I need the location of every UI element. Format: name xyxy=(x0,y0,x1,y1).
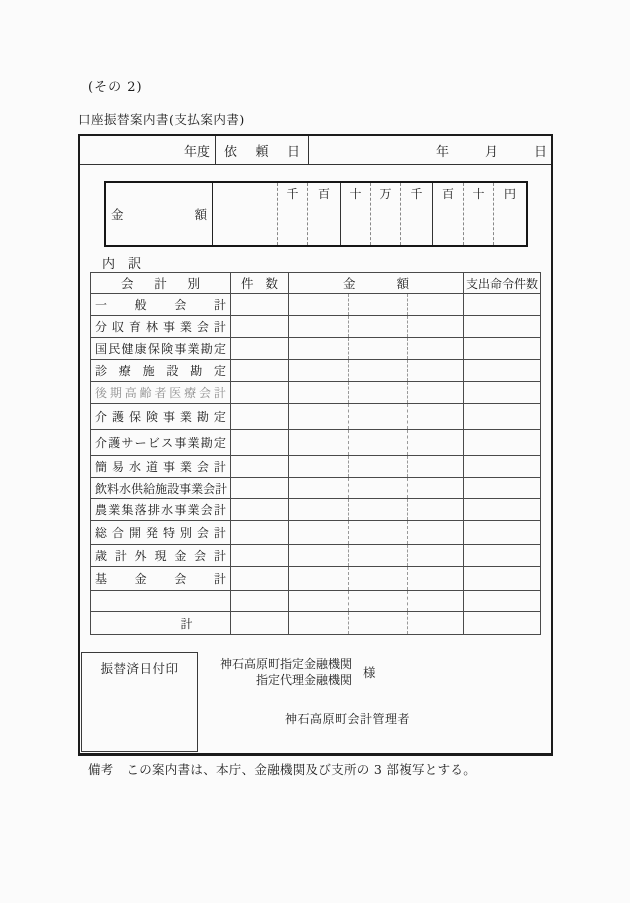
account-label-cell xyxy=(91,591,231,612)
money-b-cell xyxy=(349,478,408,499)
form-box xyxy=(78,134,553,756)
account-label-cell xyxy=(91,545,231,567)
table-row xyxy=(91,567,541,591)
money-a-cell xyxy=(289,382,349,404)
table-row xyxy=(91,612,541,635)
addressee-line-2: 指定代理金融機関 xyxy=(255,673,352,687)
table-row xyxy=(91,430,541,456)
year-label: 年 xyxy=(435,144,449,160)
form-header-row xyxy=(80,136,551,165)
month-label: 月 xyxy=(484,144,498,160)
count-cell xyxy=(231,316,289,338)
orders-cell xyxy=(464,316,541,338)
breakdown-body xyxy=(91,294,541,635)
count-cell xyxy=(231,456,289,478)
table-row xyxy=(91,404,541,430)
doc-title: 口座振替案内書(支払案内書) xyxy=(78,112,245,127)
account-label: 総 合 開 発 特 別 会 計 xyxy=(95,526,226,540)
count-cell xyxy=(231,478,289,499)
fiscal-year-label: 年度 xyxy=(183,144,210,160)
orders-cell xyxy=(464,294,541,316)
addressee-line-1: 神石高原町指定金融機関 xyxy=(220,657,353,671)
money-a-cell xyxy=(289,456,349,478)
money-c-cell xyxy=(408,316,464,338)
orders-cell xyxy=(464,456,541,478)
account-label: 計 xyxy=(180,616,193,631)
money-c-cell xyxy=(408,430,464,456)
orders-cell xyxy=(464,545,541,567)
digit-label: 十 xyxy=(472,187,485,201)
table-row xyxy=(91,316,541,338)
money-b-cell xyxy=(349,430,408,456)
digit-column-blank xyxy=(213,183,277,245)
count-cell xyxy=(231,430,289,456)
account-label-cell xyxy=(91,456,231,478)
money-a-cell xyxy=(289,316,349,338)
money-c-cell xyxy=(408,382,464,404)
money-a-cell xyxy=(289,545,349,567)
money-c-cell xyxy=(408,456,464,478)
account-label-cell xyxy=(91,294,231,316)
note-line: 備考 この案内書は、本庁、金融機関及び支所の 3 部複写とする。 xyxy=(88,762,477,777)
fiscal-year-cell xyxy=(80,136,215,164)
money-a-cell xyxy=(289,612,349,635)
money-c-cell xyxy=(408,545,464,567)
count-cell xyxy=(231,294,289,316)
table-row xyxy=(91,338,541,360)
money-b-cell xyxy=(349,456,408,478)
orders-cell xyxy=(464,521,541,545)
money-a-cell xyxy=(289,567,349,591)
money-c-cell xyxy=(408,499,464,521)
account-label-cell xyxy=(91,499,231,521)
breakdown-section-label: 内 訳 xyxy=(102,257,142,272)
account-label-cell xyxy=(91,316,231,338)
digit-label: 千 xyxy=(410,187,423,201)
money-a-cell xyxy=(289,478,349,499)
amount-label: 金 額 xyxy=(111,207,207,222)
account-label-cell xyxy=(91,567,231,591)
digit-column-hyaku1 xyxy=(307,183,340,245)
digit-column-man xyxy=(370,183,400,245)
account-label: 国 民 健 康 保 険 事 業 勘 定 xyxy=(95,342,226,356)
date-cell xyxy=(308,136,551,164)
account-label-cell xyxy=(91,478,231,499)
honorific-label: 様 xyxy=(363,665,376,680)
table-row xyxy=(91,478,541,499)
table-row xyxy=(91,360,541,382)
page-annotation: (その 2) xyxy=(88,80,143,95)
account-label: 診 療 施 設 勘 定 xyxy=(95,364,226,378)
digit-column-hyaku2 xyxy=(432,183,463,245)
money-a-cell xyxy=(289,294,349,316)
digit-label: 円 xyxy=(503,187,516,201)
orders-cell xyxy=(464,591,541,612)
table-row xyxy=(91,499,541,521)
column-header-account-label: 会 計 別 xyxy=(121,276,200,291)
count-cell xyxy=(231,360,289,382)
money-a-cell xyxy=(289,591,349,612)
digit-label: 十 xyxy=(349,187,362,201)
request-date-label: 依 頼 日 xyxy=(224,144,300,160)
amount-box xyxy=(104,181,528,247)
orders-cell xyxy=(464,404,541,430)
table-row xyxy=(91,521,541,545)
account-label-cell xyxy=(91,612,231,635)
day-label: 日 xyxy=(533,144,547,160)
account-label-cell xyxy=(91,360,231,382)
count-cell xyxy=(231,499,289,521)
column-header-orders-label: 支出命令件数 xyxy=(466,276,539,291)
money-b-cell xyxy=(349,404,408,430)
column-header-orders xyxy=(464,273,541,294)
money-c-cell xyxy=(408,567,464,591)
table-row xyxy=(91,294,541,316)
table-row xyxy=(91,456,541,478)
count-cell xyxy=(231,404,289,430)
stamp-box xyxy=(81,652,198,752)
count-cell xyxy=(231,612,289,635)
orders-cell xyxy=(464,430,541,456)
request-date-cell xyxy=(215,136,308,164)
digit-column-sen2 xyxy=(400,183,432,245)
digit-column-ju2 xyxy=(463,183,493,245)
breakdown-table xyxy=(90,272,541,635)
money-c-cell xyxy=(408,612,464,635)
account-label: 基 金 会 計 xyxy=(95,572,226,586)
money-c-cell xyxy=(408,404,464,430)
orders-cell xyxy=(464,612,541,635)
orders-cell xyxy=(464,382,541,404)
column-header-account xyxy=(91,273,231,294)
count-cell xyxy=(231,338,289,360)
count-cell xyxy=(231,545,289,567)
digit-label: 百 xyxy=(317,187,330,201)
account-label-cell xyxy=(91,382,231,404)
money-c-cell xyxy=(408,360,464,382)
orders-cell xyxy=(464,499,541,521)
orders-cell xyxy=(464,338,541,360)
account-label: 簡 易 水 道 事 業 会 計 xyxy=(95,460,226,474)
money-a-cell xyxy=(289,499,349,521)
digit-column-sen1 xyxy=(277,183,307,245)
orders-cell xyxy=(464,567,541,591)
column-header-count-label: 件 数 xyxy=(241,276,278,291)
account-label: 歳 計 外 現 金 会 計 xyxy=(95,549,226,563)
money-a-cell xyxy=(289,338,349,360)
money-b-cell xyxy=(349,591,408,612)
money-a-cell xyxy=(289,360,349,382)
money-b-cell xyxy=(349,360,408,382)
money-b-cell xyxy=(349,521,408,545)
column-header-amount xyxy=(289,273,464,294)
money-b-cell xyxy=(349,338,408,360)
money-b-cell xyxy=(349,545,408,567)
money-c-cell xyxy=(408,478,464,499)
count-cell xyxy=(231,567,289,591)
money-b-cell xyxy=(349,612,408,635)
account-label-cell xyxy=(91,521,231,545)
column-header-count xyxy=(231,273,289,294)
amount-label-cell xyxy=(106,183,213,245)
orders-cell xyxy=(464,360,541,382)
money-a-cell xyxy=(289,521,349,545)
account-label-cell xyxy=(91,404,231,430)
table-row xyxy=(91,382,541,404)
column-header-amount-label: 金 額 xyxy=(343,276,410,291)
account-label: 介 護 保 険 事 業 勘 定 xyxy=(95,410,226,424)
count-cell xyxy=(231,591,289,612)
account-label-cell xyxy=(91,338,231,360)
money-b-cell xyxy=(349,294,408,316)
account-label: 飲 料 水 供 給 施 設 事 業 会 計 xyxy=(95,481,228,496)
table-header-row xyxy=(91,273,541,294)
digit-column-ju1 xyxy=(340,183,370,245)
money-c-cell xyxy=(408,294,464,316)
manager-label: 神石高原町会計管理者 xyxy=(285,712,411,726)
account-label: 後 期 高 齢 者 医 療 会 計 xyxy=(95,386,226,400)
account-label: 農 業 集 落 排 水 事 業 会 計 xyxy=(95,503,226,517)
money-a-cell xyxy=(289,404,349,430)
count-cell xyxy=(231,521,289,545)
digit-label: 万 xyxy=(379,187,392,201)
addressee-block xyxy=(220,656,352,688)
account-label-cell xyxy=(91,430,231,456)
money-b-cell xyxy=(349,567,408,591)
money-c-cell xyxy=(408,521,464,545)
digit-label: 千 xyxy=(286,187,299,201)
account-label: 一 般 会 計 xyxy=(95,298,226,312)
money-c-cell xyxy=(408,338,464,360)
stamp-label: 振替済日付印 xyxy=(100,661,179,676)
money-b-cell xyxy=(349,316,408,338)
money-a-cell xyxy=(289,430,349,456)
money-b-cell xyxy=(349,499,408,521)
count-cell xyxy=(231,382,289,404)
money-b-cell xyxy=(349,382,408,404)
table-row xyxy=(91,591,541,612)
account-label: 介 護 サ ー ビ ス 事 業 勘 定 xyxy=(95,436,226,450)
account-label: 分 収 育 林 事 業 会 計 xyxy=(95,320,226,334)
digit-label: 百 xyxy=(441,187,454,201)
orders-cell xyxy=(464,478,541,499)
digit-column-en xyxy=(493,183,526,245)
table-row xyxy=(91,545,541,567)
money-c-cell xyxy=(408,591,464,612)
